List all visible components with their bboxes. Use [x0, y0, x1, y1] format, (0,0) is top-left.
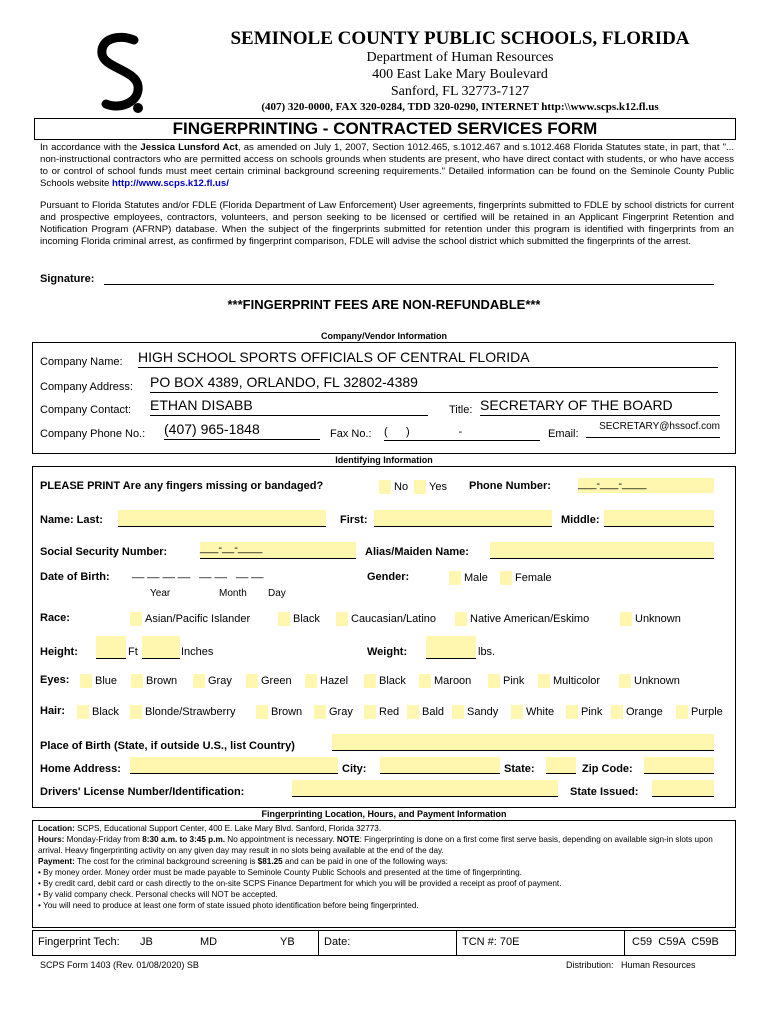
scps-website-link[interactable]: http://www.scps.k12.fl.us/: [112, 178, 229, 189]
eye-color-option[interactable]: Multicolor: [538, 674, 600, 688]
checkbox-hair[interactable]: [452, 705, 464, 719]
checkbox-male[interactable]: [449, 571, 461, 585]
middle-name-field[interactable]: [604, 510, 714, 527]
race-option[interactable]: Native American/Eskimo: [455, 612, 589, 626]
hair-color-option[interactable]: Bald: [407, 705, 444, 719]
payment-bullet: • By money order. Money order must be made payable to Seminole County Public Schools and presented at the time of fingerprinting.: [38, 868, 522, 877]
zip-label: Zip Code:: [582, 763, 633, 775]
zip-field[interactable]: [644, 757, 714, 774]
email-field[interactable]: SECRETARY@hssocf.com: [586, 421, 720, 438]
state-issued-label: State Issued:: [570, 786, 639, 798]
day-caption: Day: [268, 588, 286, 599]
checkbox-hair[interactable]: [77, 705, 89, 719]
checkbox-eye[interactable]: [131, 674, 143, 688]
last-name-label: Name: Last:: [40, 514, 103, 526]
header-contact: (407) 320-0000, FAX 320-0284, TDD 320-0290, INTERNET http:\\www.scps.k12.fl.us: [261, 101, 659, 113]
ssn-field[interactable]: ___-__-____: [200, 542, 356, 559]
hair-color-option[interactable]: Pink: [566, 705, 602, 719]
divider: [456, 930, 457, 956]
header-dept: Department of Human Resources: [366, 50, 554, 65]
lbs-label: lbs.: [478, 646, 496, 658]
first-name-label: First:: [340, 514, 368, 526]
checkbox-hair[interactable]: [314, 705, 326, 719]
hair-color-option[interactable]: Black: [77, 705, 119, 719]
fees-notice: ***FINGERPRINT FEES ARE NON-REFUNDABLE***: [227, 297, 541, 312]
checkbox-no[interactable]: [379, 480, 391, 494]
checkbox-female[interactable]: [500, 571, 512, 585]
eye-color-option[interactable]: Blue: [80, 674, 117, 688]
header-street: 400 East Lake Mary Boulevard: [372, 67, 548, 82]
checkbox-eye[interactable]: [364, 674, 376, 688]
company-name-label: Company Name:: [40, 356, 123, 368]
checkbox-eye[interactable]: [246, 674, 258, 688]
race-option[interactable]: Caucasian/Latino: [336, 612, 436, 626]
signature-field[interactable]: [104, 284, 714, 285]
tech-md[interactable]: MD: [200, 936, 218, 948]
hair-color-option[interactable]: Blonde/Strawberry: [130, 705, 236, 719]
checkbox-race[interactable]: [455, 612, 467, 626]
fax-label: Fax No.:: [330, 428, 372, 440]
height-inches-field[interactable]: [142, 636, 180, 659]
checkbox-race[interactable]: [130, 612, 142, 626]
checkbox-race[interactable]: [336, 612, 348, 626]
checkbox-race[interactable]: [620, 612, 632, 626]
phone-number-label: Phone Number:: [469, 480, 551, 492]
fingers-yes[interactable]: Yes: [414, 480, 447, 494]
race-option[interactable]: Asian/Pacific Islander: [130, 612, 250, 626]
dob-label: Date of Birth:: [40, 571, 110, 583]
alias-label: Alias/Maiden Name:: [365, 546, 469, 558]
hair-color-option[interactable]: Red: [364, 705, 399, 719]
payment-bullet: • By credit card, debit card or cash directly to the on-site SCPS Finance Department for which you will be provided a receipt as proof of payment.: [38, 879, 562, 888]
place-of-birth-field[interactable]: [332, 734, 714, 751]
company-address-label: Company Address:: [40, 381, 133, 393]
hours-line: Hours: Monday-Friday from 8:30 a.m. to 3:45 p.m. No appointment is necessary. NOTE: Fingerprinting is done on a first come first serve basis, depending on available sign-in slots upon arrival. Heavy fingerprinting activity on any given day may result in no slots being available at the end of the day.: [38, 835, 713, 855]
last-name-field[interactable]: [118, 510, 326, 527]
city-field[interactable]: [380, 757, 500, 774]
drivers-license-field[interactable]: [292, 780, 558, 797]
code-options[interactable]: C59 C59A C59B: [632, 936, 719, 948]
office-use-row: [32, 930, 736, 956]
tech-jb[interactable]: JB: [140, 936, 153, 948]
weight-label: Weight:: [367, 646, 408, 658]
fingerprint-tech-label: Fingerprint Tech:: [38, 936, 120, 948]
distribution: Distribution: Human Resources: [566, 960, 696, 970]
checkbox-hair[interactable]: [364, 705, 376, 719]
checkbox-eye[interactable]: [193, 674, 205, 688]
checkbox-race[interactable]: [278, 612, 290, 626]
checkbox-eye[interactable]: [80, 674, 92, 688]
company-address-field[interactable]: PO BOX 4389, ORLANDO, FL 32802-4389: [150, 374, 718, 393]
race-label: Race:: [40, 612, 70, 624]
eye-color-option[interactable]: Pink: [488, 674, 524, 688]
eye-color-option[interactable]: Green: [246, 674, 292, 688]
race-option[interactable]: Unknown: [620, 612, 681, 626]
year-caption: Year: [150, 588, 171, 599]
form-title: FINGERPRINTING - CONTRACTED SERVICES FORM: [34, 118, 736, 140]
ssn-label: Social Security Number:: [40, 546, 168, 558]
ft-label: Ft: [128, 646, 138, 658]
gender-label: Gender:: [367, 571, 410, 583]
company-phone-label: Company Phone No.:: [40, 428, 146, 440]
gender-male[interactable]: Male: [449, 571, 488, 585]
tech-yb[interactable]: YB: [280, 936, 295, 948]
eye-color-option[interactable]: Black: [364, 674, 406, 688]
checkbox-hair[interactable]: [256, 705, 268, 719]
phone-number-field[interactable]: ___-___-____: [578, 478, 714, 493]
checkbox-hair[interactable]: [130, 705, 142, 719]
dob-field[interactable]: __ __ __ __ __ __ __ __: [132, 567, 264, 579]
first-name-field[interactable]: [374, 510, 552, 527]
header-title: SEMINOLE COUNTY PUBLIC SCHOOLS, FLORIDA: [230, 28, 690, 49]
checkbox-eye[interactable]: [419, 674, 431, 688]
email-label: Email:: [548, 428, 579, 440]
height-label: Height:: [40, 646, 78, 658]
hair-label: Hair:: [40, 705, 66, 717]
eye-color-option[interactable]: Brown: [131, 674, 177, 688]
company-name-field[interactable]: HIGH SCHOOL SPORTS OFFICIALS OF CENTRAL FLORIDA: [138, 349, 718, 368]
hair-color-option[interactable]: White: [511, 705, 554, 719]
checkbox-hair[interactable]: [676, 705, 688, 719]
state-label: State:: [504, 763, 535, 775]
fingers-no[interactable]: No: [379, 480, 408, 494]
retention-paragraph: Pursuant to Florida Statutes and/or FDLE (Florida Department of Law Enforcement) User agreements, fingerprints submitted to FDLE by school districts for current and prospective employees, contractors, volunteers, and person seeking to be licensed or certified will be retained in an Applicant Fingerprint Retention and Notification Program (AFRNP) database. When the subject of the fingerprints submitted for retention under this program is identified with fingerprints from an incoming Florida criminal arrest, as confirmed by fingerprint comparison, FDLE will advise the school district which submitted the fingerprints of the arrest.: [40, 200, 734, 247]
payment-bullet: • By valid company check. Personal checks will NOT be accepted.: [38, 890, 278, 899]
checkbox-hair[interactable]: [611, 705, 623, 719]
identifying-section-title: Identifying Information: [335, 455, 433, 465]
checkbox-eye[interactable]: [488, 674, 500, 688]
city-label: City:: [342, 763, 367, 775]
hair-color-option[interactable]: Purple: [676, 705, 723, 719]
month-caption: Month: [219, 588, 247, 599]
home-address-label: Home Address:: [40, 763, 121, 775]
checkbox-hair[interactable]: [511, 705, 523, 719]
inches-label: Inches: [181, 646, 214, 658]
title-label: Title:: [449, 404, 473, 416]
divider: [318, 930, 319, 956]
gender-female[interactable]: Female: [500, 571, 552, 585]
fax-field[interactable]: ( ) -: [384, 426, 540, 441]
eye-color-option[interactable]: Maroon: [419, 674, 471, 688]
header-city: Sanford, FL 32773-7127: [390, 84, 530, 99]
company-contact-label: Company Contact:: [40, 404, 132, 416]
eye-color-option[interactable]: Unknown: [619, 674, 680, 688]
title-field[interactable]: SECRETARY OF THE BOARD: [480, 397, 720, 416]
home-address-field[interactable]: [130, 757, 338, 774]
alias-field[interactable]: [490, 542, 714, 559]
state-field[interactable]: [546, 757, 576, 774]
height-ft-field[interactable]: [96, 636, 126, 659]
eye-color-option[interactable]: Gray: [193, 674, 232, 688]
signature-label: Signature:: [40, 273, 95, 285]
checkbox-hair[interactable]: [407, 705, 419, 719]
date-label: Date:: [324, 936, 351, 948]
place-of-birth-label: Place of Birth (State, if outside U.S., list Country): [40, 740, 295, 752]
checkbox-eye[interactable]: [619, 674, 631, 688]
state-issued-field[interactable]: [652, 780, 714, 797]
eye-color-option[interactable]: Hazel: [305, 674, 348, 688]
company-phone-field[interactable]: (407) 965-1848: [164, 421, 320, 440]
race-option[interactable]: Black: [278, 612, 320, 626]
drivers-license-label: Drivers' License Number/Identification:: [40, 786, 245, 798]
middle-name-label: Middle:: [561, 514, 600, 526]
intro-paragraph: In accordance with the Jessica Lunsford Act, as amended on July 1, 2007, Section 1012.465, s.1012.467 and s.1012.468 Florida Statutes state, in part, that "... non-instructional contractors who are permitted access on schools grounds when students are present, who have direct contact with students, or who have access to or control of school funds must meet certain criminal background screening requirements." Detailed information can be found on the Seminole County Public Schools website http://www.scps.k12.fl.us/: [40, 142, 734, 189]
location-text: [38, 823, 730, 911]
payment-line: Payment: The cost for the criminal background screening is $81.25 and can be paid in one of the following ways:: [38, 857, 448, 866]
payment-bullet: • You will need to produce at least one form of state issued photo identification before being fingerprinted.: [38, 901, 419, 910]
checkbox-eye[interactable]: [305, 674, 317, 688]
hair-color-option[interactable]: Orange: [611, 705, 663, 719]
checkbox-eye[interactable]: [538, 674, 550, 688]
checkbox-yes[interactable]: [414, 480, 426, 494]
eyes-label: Eyes:: [40, 674, 70, 686]
company-contact-field[interactable]: ETHAN DISABB: [150, 397, 428, 416]
company-section-title: Company/Vendor Information: [320, 331, 447, 341]
hair-color-option[interactable]: Gray: [314, 705, 353, 719]
location-line: Location: SCPS, Educational Support Center, 400 E. Lake Mary Blvd. Sanford, Florida 32773.: [38, 824, 382, 833]
location-section-title: Fingerprinting Location, Hours, and Payment Information: [261, 809, 507, 819]
tcn-label: TCN #: 70E: [462, 936, 520, 948]
form-number: SCPS Form 1403 (Rev. 01/08/2020) SB: [40, 960, 199, 970]
scps-logo: [90, 32, 156, 116]
divider: [624, 930, 625, 956]
weight-field[interactable]: [426, 636, 476, 659]
hair-color-option[interactable]: Sandy: [452, 705, 498, 719]
checkbox-hair[interactable]: [566, 705, 578, 719]
hair-color-option[interactable]: Brown: [256, 705, 302, 719]
fingers-question: PLEASE PRINT Are any fingers missing or bandaged?: [40, 480, 324, 492]
